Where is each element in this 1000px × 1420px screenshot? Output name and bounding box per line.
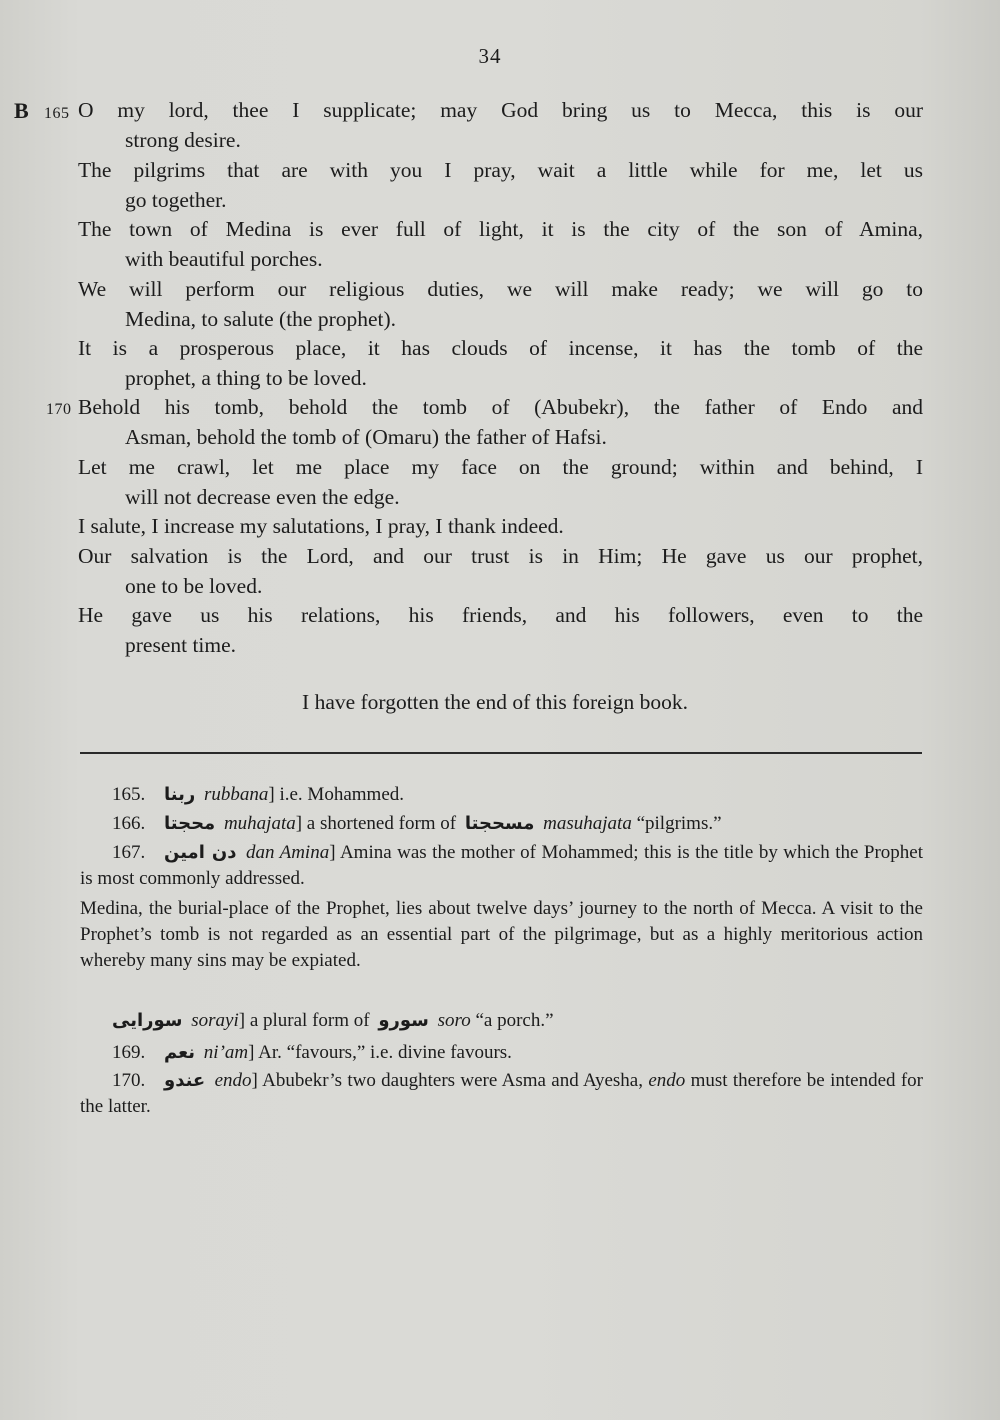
- arabic-word-2: سورو: [378, 1010, 429, 1031]
- arabic-word: سورايى: [112, 1010, 183, 1031]
- verse-7: [78, 452, 923, 512]
- footnote-text: ] a plural form of: [238, 1010, 370, 1031]
- verse-3: [78, 214, 923, 274]
- footnote-169: [80, 1040, 923, 1066]
- verse-5: [78, 333, 923, 393]
- verse-line: O my lord, thee I supplicate; may God bring us to Mecca, this is our: [78, 98, 923, 122]
- arabic-word: نعم: [164, 1042, 196, 1063]
- footnote-divider: [80, 752, 922, 754]
- verse-6: [78, 392, 923, 452]
- footnote-text: ] Abubekr’s two daughters were Asma and Ayesha,: [251, 1070, 643, 1091]
- verse-continuation: will not decrease even the edge.: [125, 485, 400, 509]
- footnote-165: [80, 782, 923, 808]
- transliteration-2: masuhajata: [543, 813, 632, 834]
- footnote-medina-paragraph: [80, 896, 923, 974]
- footnote-text: ] Amina was the mother of Mohammed; this is the title by which the Prophet is most commonly addressed.: [80, 842, 924, 889]
- verse-4: [78, 274, 923, 334]
- transliteration-2: endo: [648, 1070, 686, 1091]
- verse-line: I salute, I increase my salutations, I pray, I thank indeed.: [78, 514, 564, 538]
- transliteration: dan Amina: [245, 842, 330, 863]
- footnote-text: ] a shortened form of: [295, 813, 457, 834]
- verse-10: [78, 600, 923, 660]
- verse-continuation: one to be loved.: [125, 574, 263, 598]
- transliteration: ni’am: [203, 1042, 249, 1063]
- footnote-166: [80, 811, 923, 837]
- verse-line: It is a prosperous place, it has clouds of incense, it has the tomb of the: [78, 336, 923, 360]
- transliteration: endo: [214, 1070, 252, 1091]
- footnote-170: [80, 1068, 923, 1120]
- verse-continuation: go together.: [125, 188, 227, 212]
- arabic-word-2: مسحجتا: [464, 813, 535, 834]
- footnote-167: [80, 840, 923, 892]
- verse-continuation: present time.: [125, 633, 237, 657]
- arabic-word: ربنا: [164, 784, 196, 805]
- footnote-sorayi: [80, 1008, 923, 1034]
- verse-2: [78, 155, 923, 215]
- verse-continuation: with beautiful porches.: [125, 247, 323, 271]
- arabic-word: عندو: [164, 1070, 206, 1091]
- verse-8: [78, 511, 923, 541]
- verse-line: The town of Medina is ever full of light, it is the city of the son of Amina,: [78, 217, 923, 241]
- footnote-text-2: “pilgrims.”: [636, 813, 722, 834]
- verse-line: Behold his tomb, behold the tomb of (Abubekr), the father of Endo and: [78, 395, 923, 419]
- footnote-text: ] i.e. Mohammed.: [268, 784, 404, 805]
- verse-continuation: prophet, a thing to be loved.: [125, 366, 367, 390]
- line-number-165: 165: [44, 105, 70, 122]
- verse-9: [78, 541, 923, 601]
- transliteration-2: soro: [437, 1010, 471, 1031]
- footnote-text: Medina, the burial-place of the Prophet, lies about twelve days’ journey to the north of Mecca. A visit to the Prophet’s tomb is not regarded as an essential part of the pilgrimage, but as a highly meritorious action whereby many sins may be expiated.: [80, 898, 923, 971]
- verse-line: Our salvation is the Lord, and our trust is in Him; He gave us our prophet,: [78, 544, 923, 568]
- transliteration: muhajata: [223, 813, 296, 834]
- verse-line: We will perform our religious duties, we will make ready; we will go to: [78, 277, 923, 301]
- footnote-number: 167.: [112, 842, 146, 863]
- verse-continuation: strong desire.: [125, 128, 241, 152]
- footnote-number: 169.: [112, 1042, 146, 1063]
- arabic-word: محجتا: [164, 813, 216, 834]
- verse-continuation: Medina, to salute (the prophet).: [125, 307, 397, 331]
- footnote-number: 165.: [112, 784, 146, 805]
- verse-line: He gave us his relations, his friends, and his followers, even to the: [78, 603, 923, 627]
- verse-line: Let me crawl, let me place my face on the ground; within and behind, I: [78, 455, 923, 479]
- verse-1: [78, 95, 923, 155]
- footnote-number: 170.: [112, 1070, 146, 1091]
- verse-continuation: Asman, behold the tomb of (Omaru) the father of Hafsi.: [125, 425, 607, 449]
- footnote-text: ] Ar. “favours,” i.e. divine favours.: [248, 1042, 512, 1063]
- line-number-170: 170: [46, 401, 72, 418]
- verse-line: The pilgrims that are with you I pray, wait a little while for me, let us: [78, 158, 923, 182]
- transliteration: rubbana: [203, 784, 269, 805]
- margin-marker-b: B: [14, 98, 29, 123]
- closing-line: I have forgotten the end of this foreign book.: [302, 690, 688, 714]
- footnote-text-2: “a porch.”: [475, 1010, 554, 1031]
- arabic-word: دن امين: [164, 842, 237, 863]
- page-number: 34: [478, 44, 502, 68]
- footnote-number: 166.: [112, 813, 146, 834]
- footnote-text-2: must therefore be intended for the latter.: [80, 1070, 923, 1117]
- transliteration: sorayi: [191, 1010, 239, 1031]
